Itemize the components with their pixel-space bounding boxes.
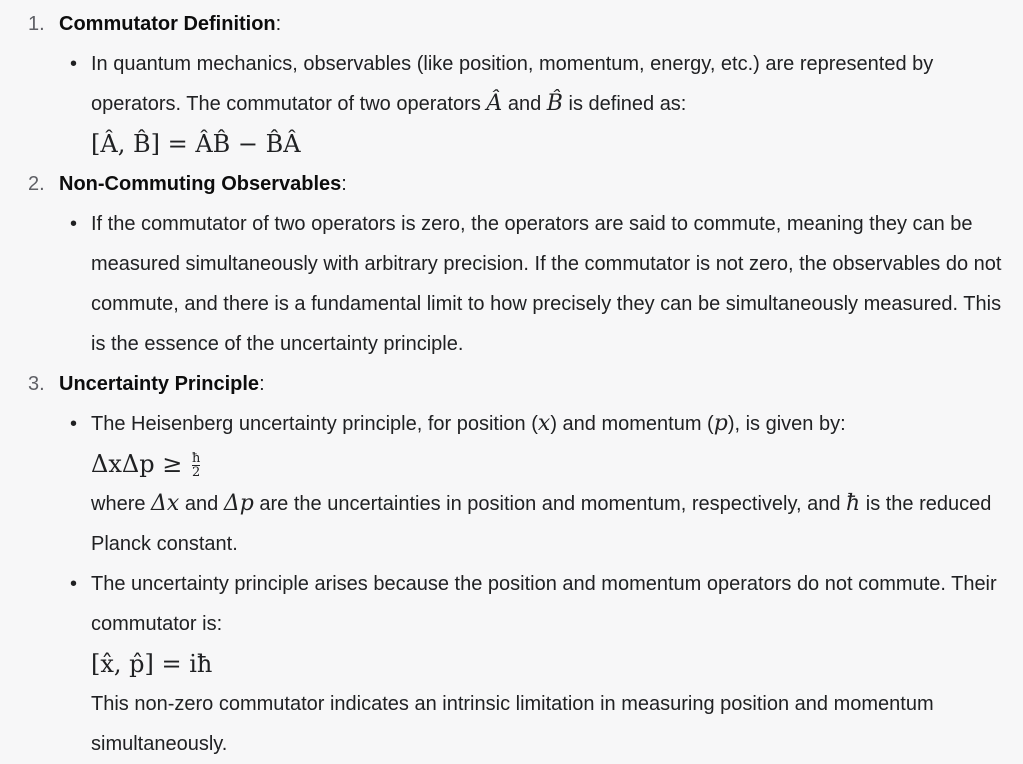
math-p: p [713,411,728,436]
bullet-text: are the uncertainties in position and momentum, respectively, and [259,493,841,515]
bullet-item [0,44,1023,164]
bullet-text: ), is given by: [727,413,846,435]
list-item-commutator-definition [0,4,1023,44]
bullet-text: In quantum mechanics, observables (like position, momentum, energy, etc.) are represented by operators. The commutator of two operators [91,53,934,115]
list-item-uncertainty [0,364,1023,404]
bullet-item [0,564,1023,764]
list-number: 2. [28,173,45,195]
list-title: Non-Commuting Observables: [59,173,347,195]
bullet-text: The Heisenberg uncertainty principle, for position ( [91,413,538,435]
math-delta-p: Δp [223,491,254,516]
bullet-item [0,204,1023,364]
fraction-denominator: 2 [192,465,201,480]
bullet-item [0,404,1023,564]
list-title: Uncertainty Principle: [59,373,265,395]
bullet-icon: • [70,413,78,435]
bullet-text: The uncertainty principle arises because the position and momentum operators do not commute. Their commutator is: [91,573,997,635]
list-title: Commutator Definition: [59,13,282,35]
bullet-text: is defined as: [568,93,687,115]
bullet-text: is the reduced Planck constant. [91,493,992,555]
math-hbar: ħ [846,491,861,516]
commutator-formula: [Â, B̂] = ÂB̂ − B̂Â [91,130,301,158]
math-x: x [537,411,551,436]
math-b-hat: B̂ [546,91,563,116]
list-item-non-commuting [0,164,1023,204]
fraction [192,452,200,479]
bullet-text: and [184,493,219,515]
bullet-icon: • [70,53,78,75]
bullet-text: This non-zero commutator indicates an intrinsic limitation in measuring position and momentum simultaneously. [91,693,934,755]
math-a-hat: Â [486,91,503,116]
fraction-numerator: ħ [191,451,201,466]
bullet-text: where [91,493,146,515]
bullet-icon: • [70,573,78,595]
formula-left: ΔxΔp ≥ [91,450,183,478]
bullet-text: and [507,93,542,115]
uncertainty-formula [91,444,1003,484]
list-number: 1. [28,13,45,35]
bullet-text: ) and momentum ( [550,413,714,435]
bullet-icon: • [70,213,78,235]
math-delta-x: Δx [151,491,180,516]
bullet-text: If the commutator of two operators is zero, the operators are said to commute, meaning they can be measured simultaneously with arbitrary precision. If the commutator is not zero, the observables do not commute, and there is a fundamental limit to how precisely they can be simultaneously measured. This is the essence of the uncertainty principle. [91,213,1002,355]
position-momentum-commutator-formula: [x̂, p̂] = iħ [91,650,213,678]
list-number: 3. [28,373,45,395]
